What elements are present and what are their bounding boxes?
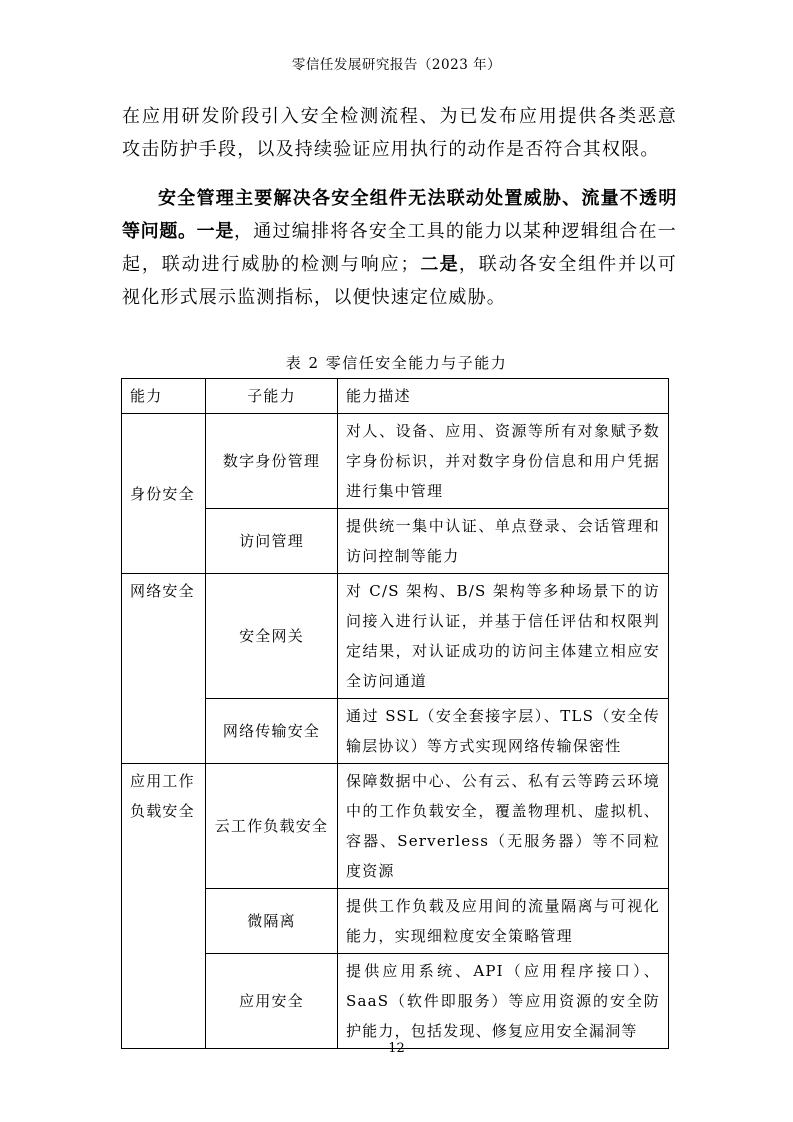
paragraph-security-management bbox=[122, 182, 677, 314]
paragraph-lead: 安全管理主要解决各安全组件无法联动处置威胁、流量不透明等问题。 bbox=[122, 188, 677, 242]
sub-capability-cell: 网络传输安全 bbox=[206, 699, 338, 764]
description-cell: 对 C/S 架构、B/S 架构等多种场景下的访问接入进行认证，并基于信任评估和权限判定结果，对认证成功的访问主体建立相应安全访问通道 bbox=[338, 574, 669, 699]
second-marker: 二是 bbox=[419, 254, 459, 275]
description-cell: 通过 SSL（安全套接字层）、TLS（安全传输层协议）等方式实现网络传输保密性 bbox=[338, 699, 669, 764]
first-marker: 一是 bbox=[196, 221, 234, 242]
paragraph-app-security: 在应用研发阶段引入安全检测流程、为已发布应用提供各类恶意攻击防护手段，以及持续验证应用执行的动作是否符合其权限。 bbox=[122, 106, 677, 160]
sub-capability-cell: 安全网关 bbox=[206, 574, 338, 699]
table-row bbox=[122, 414, 669, 509]
description-cell: 提供应用系统、API（应用程序接口）、SaaS（软件即服务）等应用资源的安全防护能力，包括发现、修复应用安全漏洞等 bbox=[338, 954, 669, 1049]
sub-capability-cell: 微隔离 bbox=[206, 889, 338, 954]
sub-capability-cell: 访问管理 bbox=[206, 509, 338, 574]
capability-cell: 网络安全 bbox=[122, 574, 206, 764]
sub-capability-cell: 应用安全 bbox=[206, 954, 338, 1049]
header-sub-capability: 子能力 bbox=[206, 379, 338, 414]
second-point: ，联动各安全组件并以可视化形式展示监测指标，以便快速定位威胁。 bbox=[122, 254, 678, 308]
description-cell: 对人、设备、应用、资源等所有对象赋予数字身份标识，并对数字身份信息和用户凭据进行集中管理 bbox=[338, 414, 669, 509]
header-capability: 能力 bbox=[122, 379, 206, 414]
description-cell: 提供统一集中认证、单点登录、会话管理和访问控制等能力 bbox=[338, 509, 669, 574]
description-cell: 提供工作负载及应用间的流量隔离与可视化能力，实现细粒度安全策略管理 bbox=[338, 889, 669, 954]
description-cell: 保障数据中心、公有云、私有云等跨云环境中的工作负载安全，覆盖物理机、虚拟机、容器、Serverless（无服务器）等不同粒度资源 bbox=[338, 764, 669, 889]
table-row bbox=[122, 574, 669, 699]
sub-capability-cell: 数字身份管理 bbox=[206, 414, 338, 509]
page-number: 12 bbox=[388, 1041, 405, 1056]
capability-cell: 应用工作负载安全 bbox=[122, 764, 206, 1049]
table-row bbox=[122, 764, 669, 889]
capability-table bbox=[121, 378, 669, 1049]
sub-capability-cell: 云工作负载安全 bbox=[206, 764, 338, 889]
capability-cell: 身份安全 bbox=[122, 414, 206, 574]
table-header-row bbox=[122, 379, 669, 414]
page-header: 零信任发展研究报告（2023 年） bbox=[291, 57, 502, 73]
table-caption: 表 2 零信任安全能力与子能力 bbox=[285, 354, 508, 372]
first-point: ，通过编排将各安全工具的能力以某种逻辑组合在一起，联动进行威胁的检测与响应； bbox=[122, 221, 677, 275]
header-description: 能力描述 bbox=[338, 379, 669, 414]
